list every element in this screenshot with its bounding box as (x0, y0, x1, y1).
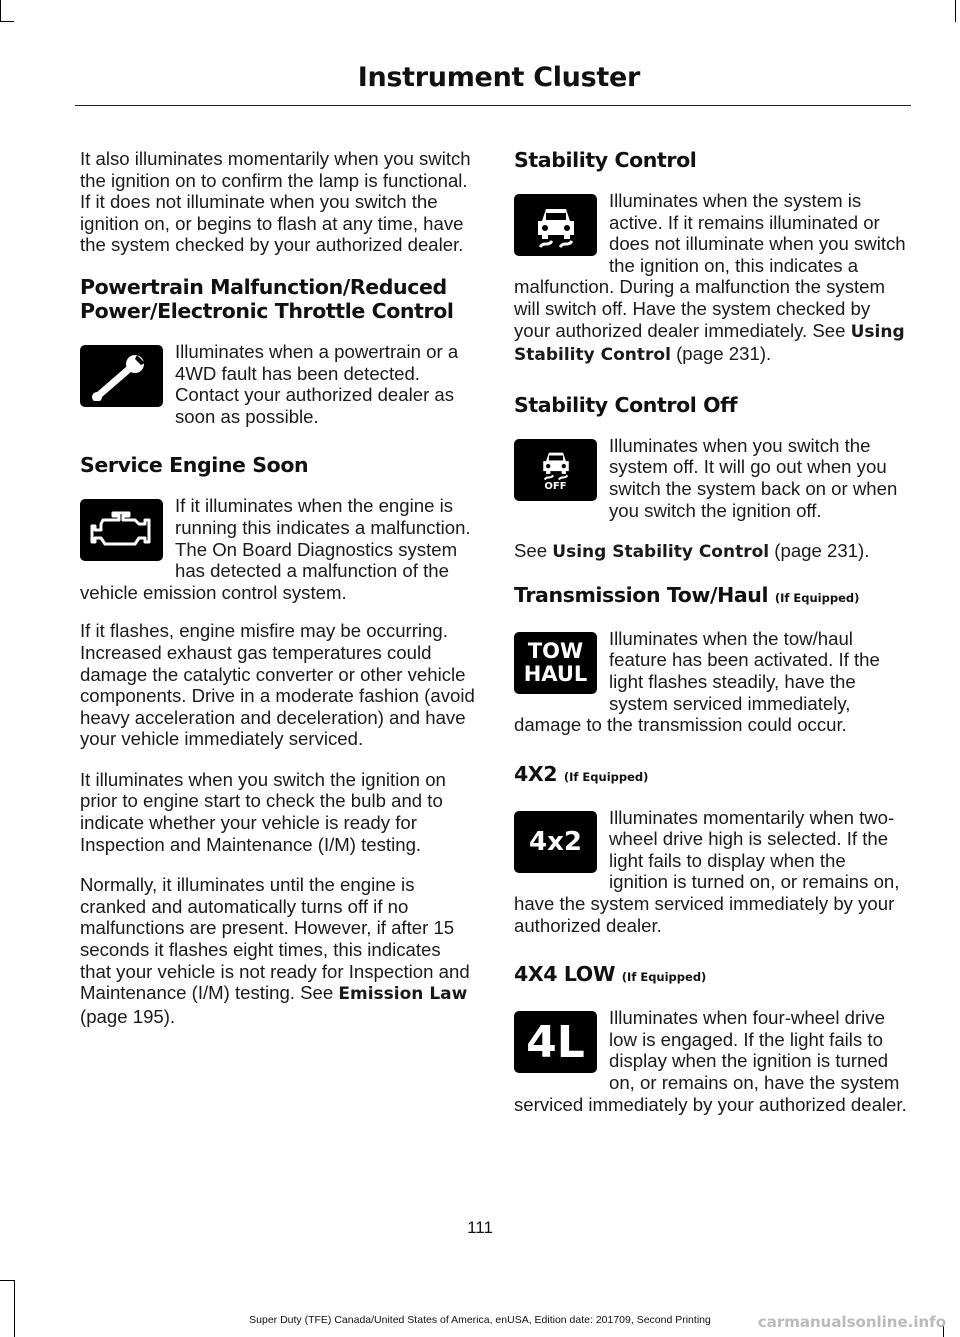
tow-haul-section (514, 628, 909, 736)
stability-control-off-page: (page 231). (774, 540, 870, 562)
4x2-title: 4X2 (514, 761, 558, 786)
tow-haul-equipped: (If Equipped) (774, 590, 860, 605)
tow-haul-title: Transmission Tow/Haul (514, 582, 769, 607)
4x2-heading (514, 762, 909, 789)
footer-edition: Super Duty (TFE) Canada/United States of America, enUSA, Edition date: 201709, Second Printing (249, 1314, 711, 1326)
stability-control-body: Illuminates when the system is active. If it remains illuminated or does not illuminate when you switch the ignition on, this indicates a malfunction. During a malfunction the system will switch off. Have the system checked by your authorized dealer immediately. See (514, 190, 906, 341)
intro-paragraph: It also illuminates momentarily when you switch the ignition on to confirm the lamp is functional. If it does not illuminate when you switch the ignition on, or begins to flash at any time, have the system checked by your authorized dealer. (80, 148, 471, 256)
tow-label: TOW (527, 638, 584, 663)
stability-control-heading: Stability Control (514, 148, 697, 172)
stability-control-off-section (514, 435, 909, 521)
emission-law-page: (page 195). (80, 1005, 176, 1027)
watermark[interactable]: carmanualsonline.info (757, 1313, 946, 1331)
wrench-icon (80, 345, 163, 407)
see-prefix-2: See (514, 540, 548, 562)
crop-mark-top-left-h (0, 21, 14, 22)
stability-control-section (514, 190, 909, 367)
using-stability-control-link[interactable]: Using Stability Control (514, 321, 905, 366)
see-prefix: See (300, 982, 334, 1004)
stability-control-off-heading: Stability Control Off (514, 392, 738, 417)
4x2-icon-label: 4x2 (529, 826, 582, 857)
service-engine-p4-text: Normally, it illuminates until the engine is cranked and automatically turns off if no malfunctions are present. However, if after 15 seconds it flashes eight times, this indicates that your vehicle is not ready for Inspection and Maintenance (I/M) testing. (80, 874, 470, 1004)
crop-mark-bottom-left (14, 1280, 15, 1337)
service-engine-p2: If it flashes, engine misfire may be occurring. Increased exhaust gas temperatures could damage the catalytic converter or other vehicle components. Drive in a moderate fashion (avoid heavy acceleration and deceleration) and have your vehicle immediately serviced. (80, 620, 475, 750)
stability-control-page: (page 231). (676, 343, 772, 365)
tow-haul-heading (514, 583, 909, 610)
page-header-title: Instrument Cluster (357, 62, 640, 93)
page-number: 111 (467, 1218, 493, 1237)
service-engine-p4 (80, 874, 475, 1027)
haul-label: HAUL (523, 661, 588, 686)
crop-mark-top-left (0, 0, 1, 22)
4x2-icon (514, 811, 597, 873)
service-engine-section (80, 495, 475, 622)
4x4-low-heading (514, 962, 909, 989)
4x2-text: Illuminates momentarily when two-wheel drive high is selected. If the light fails to display when the ignition is turned on, or remains on, have the system serviced immediately by your authorized dealer. (514, 806, 900, 936)
4x2-section (514, 807, 909, 937)
engine-icon (80, 499, 163, 561)
4x2-equipped: (If Equipped) (563, 769, 649, 784)
left-column (80, 148, 475, 1027)
powertrain-heading: Powertrain Malfunction/Reduced Power/Electronic Throttle Control (80, 274, 454, 323)
powertrain-text: Illuminates when a powertrain or a 4WD fault has been detected. Contact your authorized dealer as soon as possible. (175, 340, 459, 427)
stability-control-off-icon (514, 439, 597, 501)
4l-icon (514, 1011, 597, 1073)
right-column (514, 148, 909, 1115)
using-stability-control-link-2[interactable]: Using Stability Control (552, 542, 770, 563)
service-engine-p3: It illuminates when you switch the ignition on prior to engine start to check the bulb and to indicate whether your vehicle is ready for Inspection and Maintenance (I/M) testing. (80, 768, 446, 855)
4l-icon-label: 4L (526, 1016, 585, 1068)
crop-mark-top-right (955, 0, 956, 22)
4x4-low-section (514, 1007, 909, 1115)
crop-mark-bottom-left-h (0, 1280, 15, 1281)
service-engine-heading: Service Engine Soon (80, 453, 309, 478)
stability-control-icon (514, 194, 597, 256)
stability-control-off-text: Illuminates when you switch the system off. It will go out when you switch the system back on or when you switch the ignition off. (609, 434, 898, 521)
tow-haul-text: Illuminates when the tow/haul feature has been activated. If the light flashes steadily, have the system serviced immediately, damage to the transmission could occur. (514, 627, 880, 736)
tow-haul-icon (514, 632, 597, 694)
stability-control-off-see (514, 540, 909, 564)
4x4-low-equipped: (If Equipped) (621, 970, 707, 985)
emission-law-link[interactable]: Emission Law (338, 984, 468, 1005)
header-rule (75, 105, 911, 106)
off-icon-label: OFF (544, 481, 567, 493)
service-engine-text: If it illuminates when the engine is running this indicates a malfunction. The On Board Diagnostics system has detected a malfunction of the vehicle emission control system. (80, 495, 471, 603)
powertrain-section (80, 341, 475, 427)
4x4-low-title: 4X4 LOW (514, 962, 616, 987)
4x4-low-text: Illuminates when four-wheel drive low is engaged. If the light fails to display when the ignition is turned on, or remains on, have the system serviced immediately by your authorized dealer. (514, 1007, 907, 1115)
